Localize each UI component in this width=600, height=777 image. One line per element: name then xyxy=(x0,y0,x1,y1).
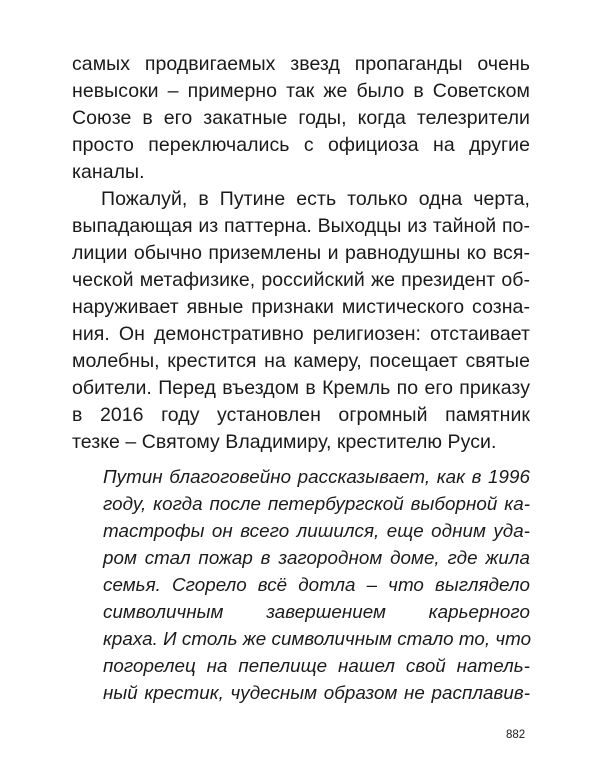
quote-line: погорелец на пепелище нашел свой натель- xyxy=(103,655,530,676)
paragraph-continued xyxy=(72,51,530,186)
text-line: наруживает явные признаки мистического созна- xyxy=(72,296,530,318)
quote-line: ный крестик, чудесным образом не расплавив- xyxy=(103,682,530,703)
text-line: выпадающая из паттерна. Выходцы из тайной по- xyxy=(72,215,530,237)
text-line: тезке – Святому Владимиру, крестителю Руси. xyxy=(72,431,497,453)
quote-block xyxy=(103,463,530,706)
text-line: ния. Он демонстративно религиозен: отстаивает xyxy=(72,323,530,345)
text-line: обители. Перед въездом в Кремль по его приказу xyxy=(72,377,530,399)
text-line: ческой метафизике, российский же президент об- xyxy=(72,269,530,291)
quote-line: году, когда после петербургской выборной ка- xyxy=(103,493,530,514)
text-line: молебны, крестится на камеру, посещает святые xyxy=(72,350,530,372)
paragraph-main xyxy=(72,186,530,456)
page-number: 882 xyxy=(506,729,526,741)
quote-line: тастрофы он всего лишился, еще одним уда- xyxy=(103,520,530,541)
text-line: Союзе в его закатные годы, когда телезрители xyxy=(72,107,530,129)
quote-line: ром стал пожар в загородном доме, где жила xyxy=(103,547,530,568)
text-line: просто переключались с официоза на другие xyxy=(72,134,530,156)
text-line: лиции обычно приземлены и равнодушны ко вся- xyxy=(72,242,530,264)
quote-line: краха. И столь же символичным стало то, что xyxy=(103,628,532,649)
text-line: каналы. xyxy=(72,161,145,183)
text-line: невысоки – примерно так же было в Советском xyxy=(72,80,530,102)
text-line: самых продвигаемых звезд пропаганды очень xyxy=(72,53,530,75)
page-body xyxy=(72,51,530,706)
quote-line: символичным завершением карьерного xyxy=(103,601,530,622)
quote-line: Путин благоговейно рассказывает, как в 1996 xyxy=(103,466,530,487)
text-line: Пожалуй, в Путине есть только одна черта, xyxy=(101,188,530,210)
text-line: в 2016 году установлен огромный памятник xyxy=(72,404,530,426)
quote-line: семья. Сгорело всё дотла – что выглядело xyxy=(103,574,530,595)
